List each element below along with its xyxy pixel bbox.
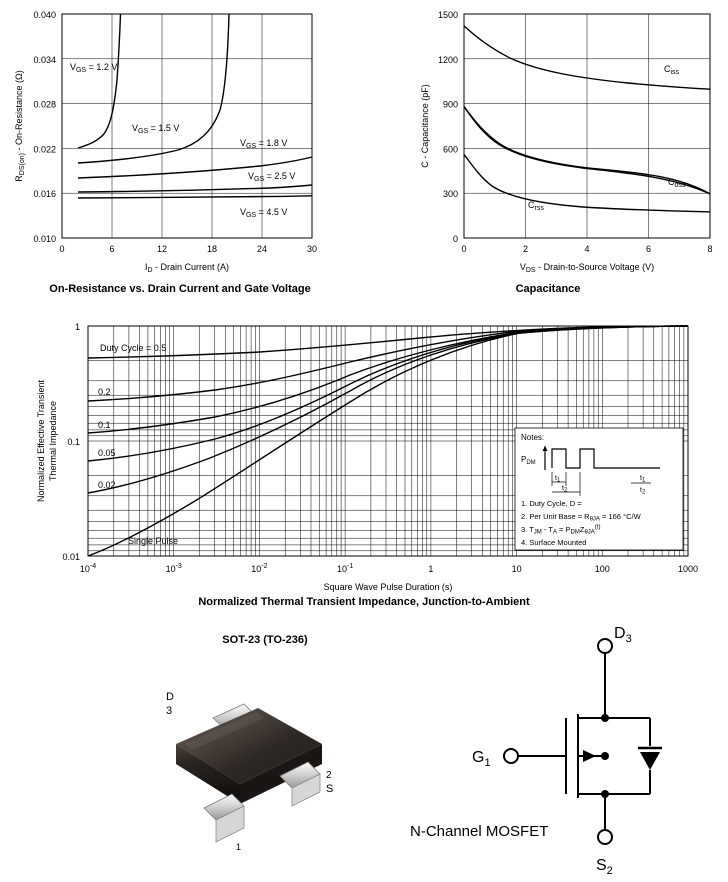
on-resistance-plot	[0, 0, 360, 290]
schematic-source-label: $S_2$	[596, 857, 613, 877]
label-vgs-4p5: $V_{GS} = 4.5$ V	[240, 207, 288, 219]
gridlines	[464, 14, 710, 238]
svg-text:0.028: 0.028	[33, 99, 56, 110]
svg-text:1500: 1500	[437, 10, 458, 20]
thermal-impedance-plot	[0, 310, 728, 610]
label-vgs-1p8: $V_{GS} = 1.8$ V	[240, 138, 288, 150]
ylabel-zth-line1: Normalized Effective Transient	[36, 380, 46, 502]
svg-text:0: 0	[461, 244, 467, 254]
label-vgs-2p5: $V_{GS} = 2.5$ V	[248, 171, 296, 183]
label-ciss: $C_{iss}$	[664, 64, 680, 76]
svg-text:t2: t2	[640, 487, 646, 496]
caption-on-resistance: On-Resistance vs. Drain Current and Gate Voltage	[49, 283, 311, 295]
svg-text:10-4: $10^{-4}$	[79, 563, 97, 574]
svg-text:10-1: $10^{-1}$	[336, 563, 354, 574]
capacitance-plot	[368, 0, 728, 290]
label-duty-0p02: 0.02	[98, 480, 116, 490]
label-duty-0p5: Duty Cycle = 0.5	[100, 343, 167, 353]
svg-text:3. TJM - TA = PDMZθJA(t): 3. $T_{JM} - T_A = P_{DM}Z_{\theta JA}^{(t)}$	[521, 524, 601, 536]
svg-text:VDS - Drain-to-Source Voltage: $V_{DS}$ - Drain-to-Source Voltage (V)	[519, 262, 655, 274]
svg-text:0: 0	[452, 234, 458, 244]
svg-text:12: 12	[156, 244, 168, 254]
svg-text:1000: 1000	[677, 564, 699, 574]
svg-text:t1: t1	[640, 475, 646, 484]
svg-text:0.016: 0.016	[33, 189, 56, 200]
svg-text:ID - Drain Current (A): $I_D$ - Drain Current (A)	[144, 262, 230, 274]
notes-box	[515, 428, 683, 550]
svg-text:2. Per Unit Base = RθJA = 166: 2. Per Unit Base = $R_{\theta JA} = 166$ °C/W	[521, 512, 641, 523]
svg-text:8: 8	[707, 244, 713, 254]
svg-text:600: 600	[442, 144, 458, 155]
label-crss: $C_{rss}$	[528, 200, 544, 212]
label-vgs-1p2: $V_{GS} = 1.2$ V	[70, 62, 118, 74]
svg-text:0.1: 0.1	[67, 437, 80, 447]
mosfet-schematic	[400, 618, 728, 882]
figure-schematic	[400, 618, 728, 882]
svg-text:PDM: $P_{DM}$	[521, 455, 536, 466]
caption-thermal-impedance: Normalized Thermal Transient Impedance, Junction-to-Ambient	[198, 596, 530, 608]
package-pin-2-number: 2	[326, 770, 332, 781]
svg-text:Notes:: Notes:	[521, 433, 545, 442]
svg-text:1. Duty Cycle, D =: 1. Duty Cycle, D =	[521, 499, 582, 508]
svg-text:0.034: 0.034	[33, 54, 56, 65]
package-image	[140, 652, 390, 867]
svg-text:300: 300	[442, 189, 458, 200]
package-pin-1-number: 1	[236, 842, 242, 852]
svg-text:0.022: 0.022	[33, 144, 56, 155]
svg-text:2: 2	[522, 244, 529, 254]
svg-text:t1: t1	[555, 475, 561, 484]
svg-text:0.040: 0.040	[33, 10, 56, 20]
svg-text:0: 0	[59, 244, 65, 254]
svg-text:10-2: $10^{-2}$	[251, 563, 268, 574]
package-pin-s-label: S	[326, 783, 334, 795]
xlabel-zth: Square Wave Pulse Duration (s)	[323, 582, 453, 592]
caption-capacitance: Capacitance	[515, 283, 581, 295]
caption-schematic: N-Channel MOSFET	[410, 823, 549, 840]
schematic-gate-label: $G_1$	[472, 749, 491, 769]
svg-text:1: 1	[74, 322, 80, 332]
svg-text:18: 18	[206, 244, 218, 254]
package-pin-d-label: D	[166, 691, 174, 703]
svg-text:6: 6	[645, 244, 652, 254]
svg-text:RDS(on) - On-Resistance (Ω): $R_{DS(on)}$ - On-Resistance (Ω)	[14, 70, 26, 182]
figure-package	[140, 634, 390, 874]
figure-capacitance	[368, 0, 728, 295]
label-duty-0p1: 0.1	[98, 420, 111, 430]
svg-text:t2: t2	[562, 485, 568, 494]
label-single-pulse: Single Pulse	[128, 536, 179, 546]
svg-text:900: 900	[442, 99, 458, 110]
svg-text:4. Surface Mounted: 4. Surface Mounted	[521, 538, 587, 547]
package-pin-d-number: 3	[166, 705, 173, 717]
svg-text:0.01: 0.01	[62, 552, 80, 562]
caption-package: SOT-23 (TO-236)	[222, 634, 308, 646]
svg-text:4: 4	[584, 244, 590, 254]
figure-thermal-impedance	[0, 310, 728, 610]
svg-text:30: 30	[306, 244, 318, 254]
schematic-drain-label: $D_3$	[614, 625, 632, 645]
svg-text:24: 24	[256, 244, 268, 254]
svg-text:0.010: 0.010	[33, 234, 56, 244]
gridlines	[62, 14, 312, 238]
svg-text:10: 10	[511, 564, 522, 574]
svg-text:10-3: $10^{-3}$	[165, 563, 182, 574]
svg-text:1200: 1200	[437, 54, 458, 65]
svg-text:1: 1	[428, 564, 434, 574]
label-vgs-1p5: $V_{GS} = 1.5$ V	[132, 123, 180, 135]
label-coss: $C_{oss}$	[668, 177, 686, 189]
label-duty-0p05: 0.05	[98, 448, 116, 458]
svg-text:6: 6	[109, 244, 115, 254]
svg-text:100: 100	[594, 564, 610, 574]
svg-text:C - Capacitance (pF): C - Capacitance (pF)	[420, 84, 430, 168]
ylabel-zth-line2: Thermal Impedance	[48, 400, 58, 482]
label-duty-0p2: 0.2	[98, 387, 111, 397]
figure-on-resistance	[0, 0, 360, 295]
